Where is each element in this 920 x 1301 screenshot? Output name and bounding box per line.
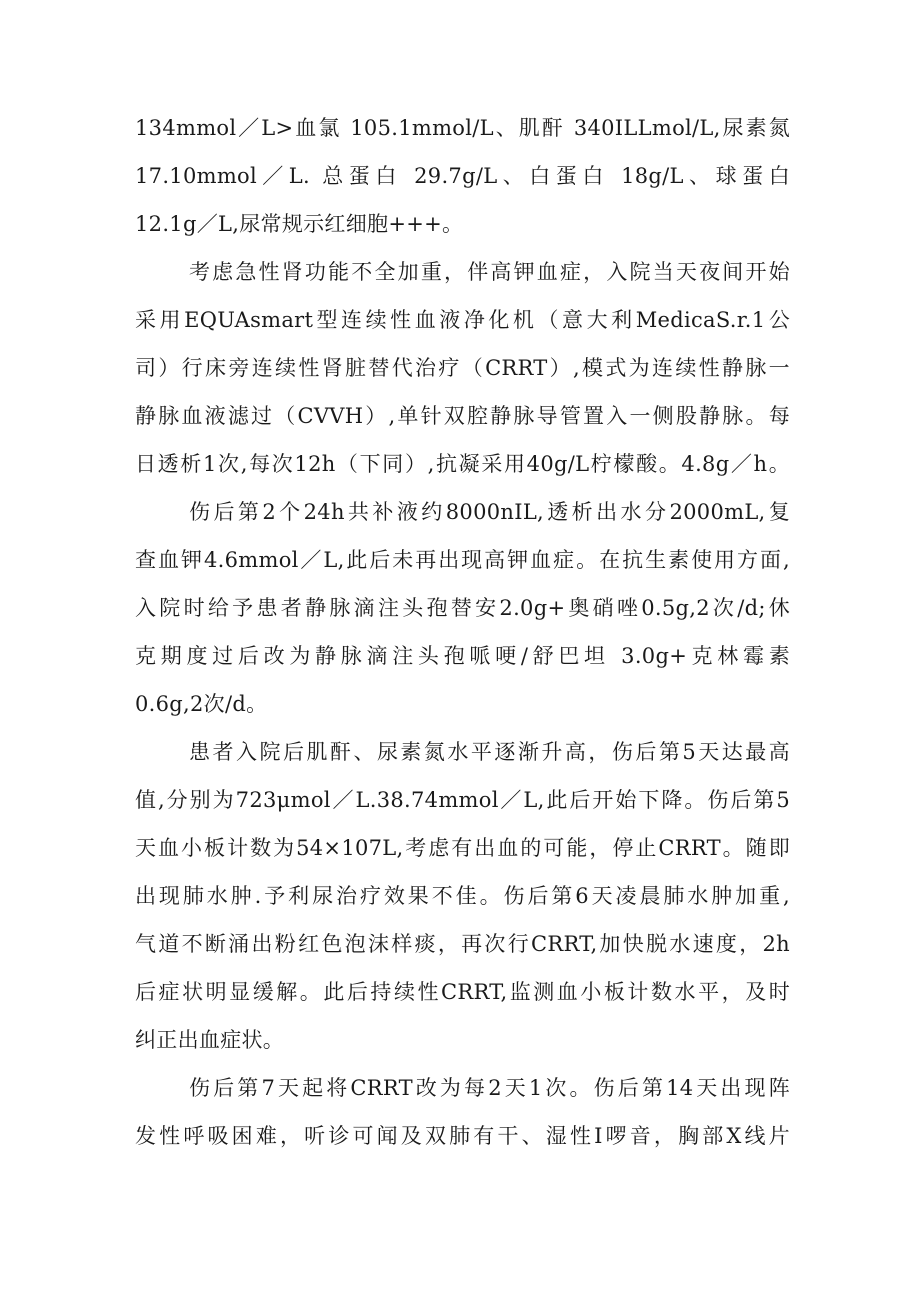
text-line: 采用EQUAsmart型连续性血液净化机（意大利MedicaS.r.1公: [135, 308, 790, 332]
paragraph-start-line: 伤后第7天起将CRRT改为每2天1次。伤后第14天出现阵: [189, 1076, 790, 1100]
text-line: 克期度过后改为静脉滴注头孢哌哽/舒巴坦 3.0g+克林霉素: [135, 644, 790, 668]
text-line: 后症状明显缓解。此后持续性CRRT,监测血小板计数水平，及时: [135, 980, 790, 1004]
text-line: 发性呼吸困难，听诊可闻及双肺有干、湿性I啰音，胸部X线片: [135, 1124, 790, 1148]
text-line: 入院时给予患者静脉滴注头孢替安2.0g+奥硝唑0.5g,2次/d;休: [135, 596, 790, 620]
text-line: 0.6g,2次/d。: [135, 692, 268, 716]
text-line: 134mmol／L>血氯 105.1mmol/L、肌酐 340ILLmol/L,尿素氮: [135, 116, 790, 140]
text-line: 纠正出血症状。: [135, 1028, 285, 1052]
text-line: 司）行床旁连续性肾脏替代治疗（CRRT）,模式为连续性静脉一: [135, 356, 790, 380]
paragraph-start-line: 伤后第2个24h共补液约8000nIL,透析出水分2000mL,复: [189, 500, 790, 524]
text-line: 12.1g／L,尿常规示红细胞+++。: [135, 212, 464, 236]
paragraph-start-line: 考虑急性肾功能不全加重，伴高钾血症，入院当天夜间开始: [189, 260, 790, 284]
text-line: 静脉血液滤过（CVVH）,单针双腔静脉导管置入一侧股静脉。每: [135, 404, 790, 428]
text-line: 17.10mmol／L. 总蛋白 29.7g/L、白蛋白 18g/L、球蛋白: [135, 164, 790, 188]
text-line: 日透析1次,每次12h（下同）,抗凝采用40g/L柠檬酸。4.8g／h。: [135, 452, 790, 476]
document-body: [135, 104, 790, 1160]
paragraph-start-line: 患者入院后肌酐、尿素氮水平逐渐升高，伤后第5天达最高: [189, 740, 790, 764]
text-line: 出现肺水肿.予利尿治疗效果不佳。伤后第6天凌晨肺水肿加重,: [135, 884, 790, 908]
text-line: 气道不断涌出粉红色泡沫样痰，再次行CRRT,加快脱水速度，2h: [135, 932, 790, 956]
text-line: 天血小板计数为54×107L,考虑有出血的可能，停止CRRT。随即: [135, 836, 790, 860]
text-line: 查血钾4.6mmol／L,此后未再出现高钾血症。在抗生素使用方面,: [135, 548, 790, 572]
text-line: 值,分别为723μmol／L.38.74mmol／L,此后开始下降。伤后第5: [135, 788, 790, 812]
